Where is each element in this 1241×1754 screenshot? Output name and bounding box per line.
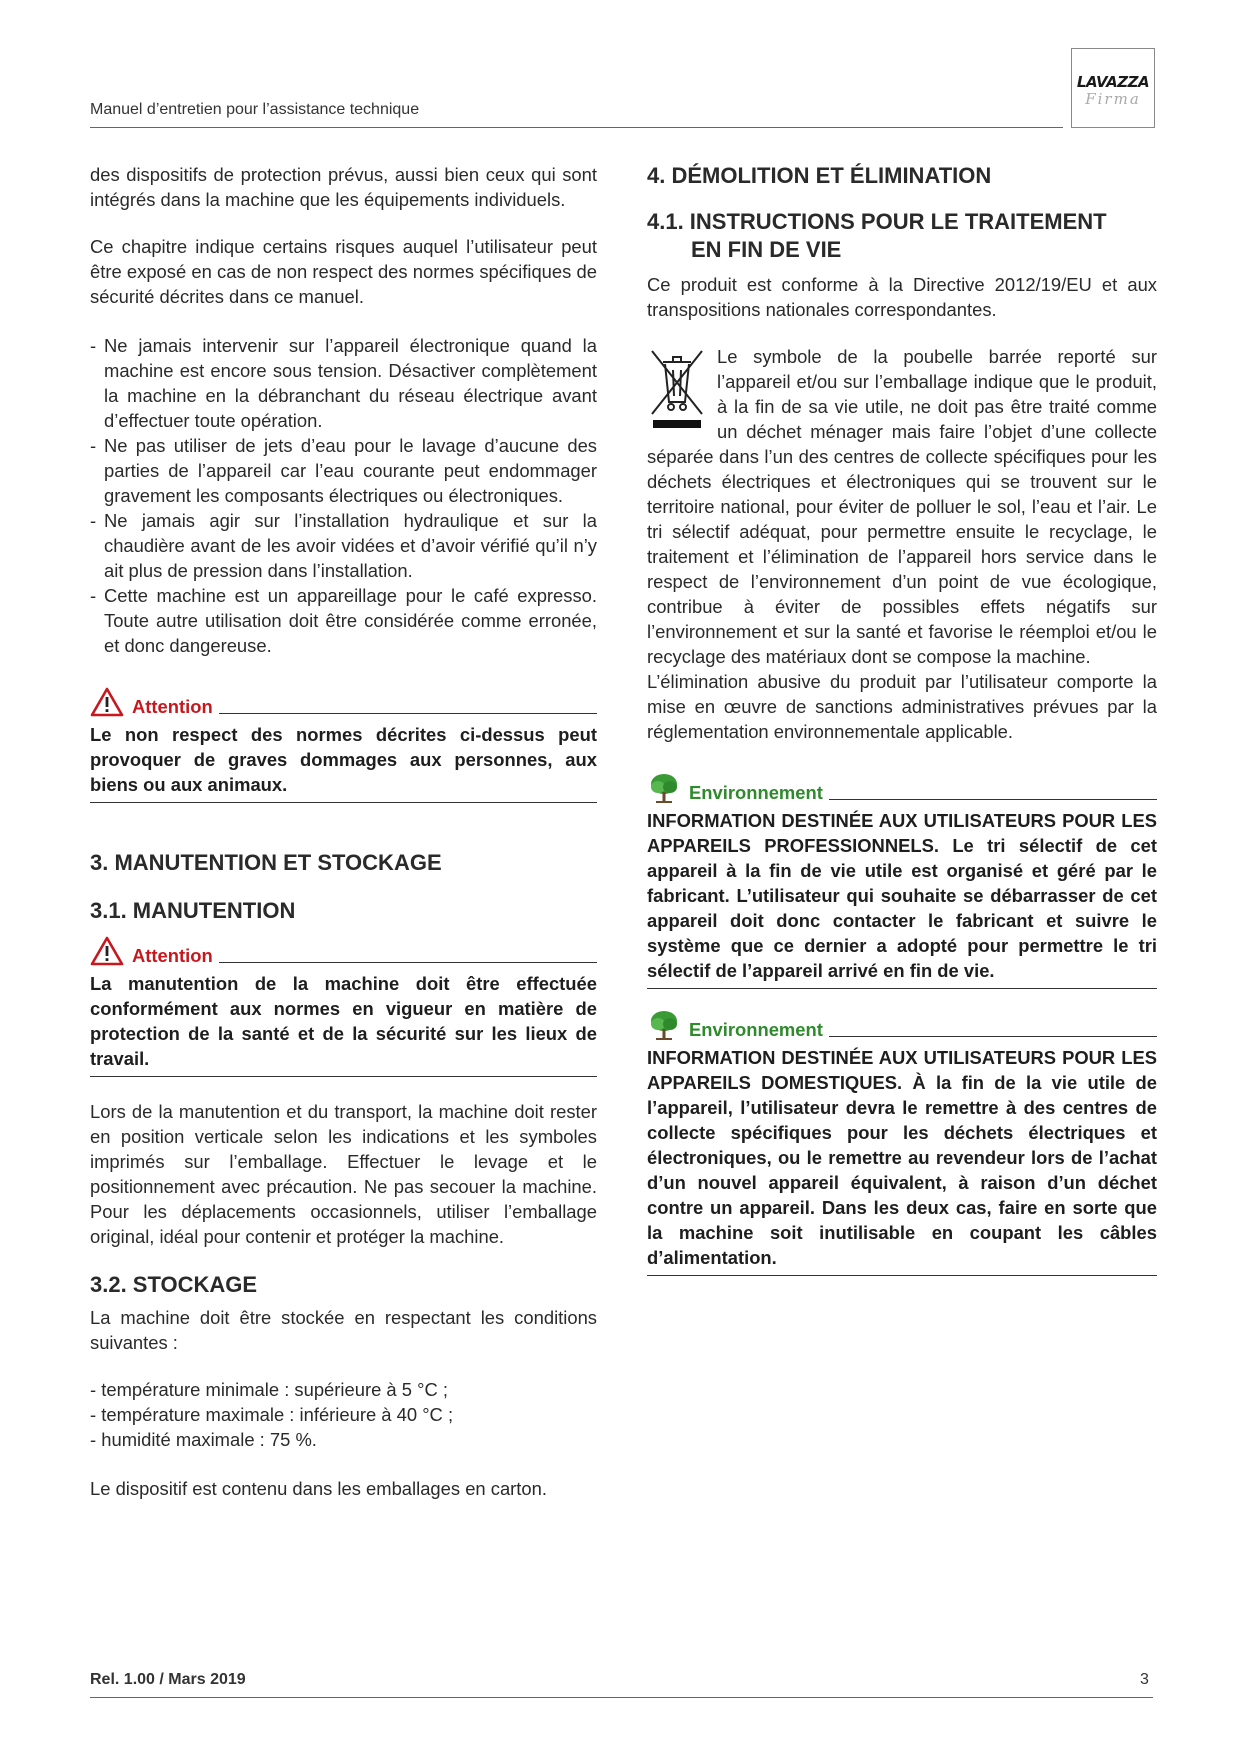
environment-text: INFORMATION DESTINÉE AUX UTILISATEURS POUR LES APPAREILS DOMESTIQUES. À la fin de la vie utile de l’appareil, l’utilisateur devra le remettre à des centres de collecte spécifiques pour les déchets électriques et électroniques, ou le remettre au revendeur lors de l’achat d’un nouvel appareil équivalent, à raison d’un déchet contre un appareil. Dans les deux cas, faire en sorte que la machine soit inutilisable en coupant les câbles d’alimentation. [647,1047,1157,1268]
notice-end-rule [647,1275,1157,1276]
crossed-out-bin-icon [647,346,707,434]
right-column [647,162,1157,1276]
section-4-1-title-line-2: EN FIN DE VIE [691,237,842,262]
list-item: - humidité maximale : 75 %. [90,1429,317,1450]
environment-notice-2 [647,1007,1157,1276]
tree-icon [647,772,681,804]
directive-paragraph: Ce produit est conforme à la Directive 2012/19/EU et aux transpositions nationales correspondantes. [647,274,1157,320]
notice-rule [829,799,1157,800]
logo-sub-text: Firma [1085,90,1141,108]
weee-block [647,344,1157,669]
attention-notice-1 [90,684,597,803]
storage-intro: La machine doit être stockée en respectant les conditions suivantes : [90,1307,597,1353]
attention-notice-2 [90,933,597,1077]
list-item: - température minimale : supérieure à 5 °C ; [90,1379,448,1400]
environment-notice-1 [647,770,1157,989]
attention-label: Attention [132,945,213,966]
notice-end-rule [90,802,597,803]
section-4-title: 4. DÉMOLITION ET ÉLIMINATION [647,163,992,188]
attention-text: Le non respect des normes décrites ci-dessus peut provoquer de graves dommages aux personnes, aux biens ou aux animaux. [90,724,597,795]
list-item: - température maximale : inférieure à 40 °C ; [90,1404,454,1425]
abuse-paragraph: L’élimination abusive du produit par l’utilisateur comporte la mise en œuvre de sanctions administratives prévues par la réglementation environnementale applicable. [647,671,1157,742]
tree-icon [647,1009,681,1041]
list-item: - Ne jamais intervenir sur l’appareil électronique quand la machine est encore sous tension. Désactiver complètement la machine en la débranchant du réseau électrique avant d’effectuer toute opération. [90,333,597,433]
handling-paragraph: Lors de la manutention et du transport, la machine doit rester en position verticale selon les indications et les symboles imprimés sur l’emballage. Effectuer le levage et le positionnement avec précaution. Ne pas secouer la machine. Pour les déplacements occasionnels, utiliser l’emballage original, idéal pour contenir et protéger la machine. [90,1101,597,1247]
warning-triangle-icon [90,935,124,967]
list-item: - Cette machine est un appareillage pour le café expresso. Toute autre utilisation doit être considérée comme erronée, et donc dangereuse. [90,583,597,658]
notice-end-rule [90,1076,597,1077]
list-item: - Ne pas utiliser de jets d’eau pour le lavage d’aucune des parties de l’appareil car l’eau courante peut endommager gravement les composants électriques ou électroniques. [90,433,597,508]
attention-text: La manutention de la machine doit être effectuée conformément aux normes en vigueur en matière de protection de la santé et de la sécurité sur les lieux de travail. [90,973,597,1069]
notice-rule [219,713,597,714]
release-info: Rel. 1.00 / Mars 2019 [90,1671,246,1688]
notice-end-rule [647,988,1157,989]
header-rule [90,127,1063,128]
section-4-1-title-line-1: 4.1. INSTRUCTIONS POUR LE TRAITEMENT [647,209,1107,234]
notice-rule [829,1036,1157,1037]
intro-paragraph-1: des dispositifs de protection prévus, aussi bien ceux qui sont intégrés dans la machine que les équipements individuels. [90,164,597,210]
environment-label: Environnement [689,1019,823,1040]
storage-note: Le dispositif est contenu dans les emballages en carton. [90,1478,547,1499]
risk-list [90,333,597,658]
warning-triangle-icon [90,686,124,718]
page-number: 3 [1140,1671,1149,1688]
section-3-1-title: 3.1. MANUTENTION [90,898,296,923]
logo-main-text: LAVAZZA [1076,73,1150,91]
weee-paragraph: Le symbole de la poubelle barrée reporté sur l’appareil et/ou sur l’emballage indique que le produit, à la fin de sa vie utile, ne doit pas être traité comme un déchet ménager mais faire l’objet d’une collecte séparée dans l’un des centres de collecte spécifiques pour les déchets électriques et électroniques qui se trouvent sur le territoire national, pour éviter de polluer le sol, l’eau et l’air. Le tri sélectif adéquat, pour permettre ensuite le recyclage, le traitement et l’élimination de l’appareil hors service dans le respect de l’environnement d’un point de vue écologique, contribue à éviter de possibles effets négatifs sur l’environnement et sur la santé et favorise le réemploi et/ou le recyclage des matériaux dont se compose la machine. [647,346,1157,667]
intro-paragraph-2: Ce chapitre indique certains risques auquel l’utilisateur peut être exposé en cas de non respect des normes spécifiques de sécurité décrites dans ce manuel. [90,236,597,307]
list-item: - Ne jamais agir sur l’installation hydraulique et sur la chaudière avant de les avoir vidées et d’avoir vérifié qu’il n’y ait plus de pression dans l’installation. [90,508,597,583]
lavazza-logo [1071,48,1155,128]
environment-label: Environnement [689,782,823,803]
running-header: Manuel d’entretien pour l’assistance technique [90,101,420,118]
storage-conditions [90,1377,597,1452]
environment-text: INFORMATION DESTINÉE AUX UTILISATEURS POUR LES APPAREILS PROFESSIONNELS. Le tri sélectif de cet appareil à la fin de vie utile est organisé et géré par le fabricant. L’utilisateur qui souhaite se débarrasser de cet appareil doit donc contacter le fabricant et suivre le système que ce dernier a adopté pour permettre le tri sélectif de l’appareil arrivé en fin de vie. [647,810,1157,981]
left-column [90,162,597,1501]
notice-rule [219,962,597,963]
attention-label: Attention [132,696,213,717]
section-3-title: 3. MANUTENTION ET STOCKAGE [90,850,442,875]
section-3-2-title: 3.2. STOCKAGE [90,1272,258,1297]
footer-rule [90,1697,1153,1698]
